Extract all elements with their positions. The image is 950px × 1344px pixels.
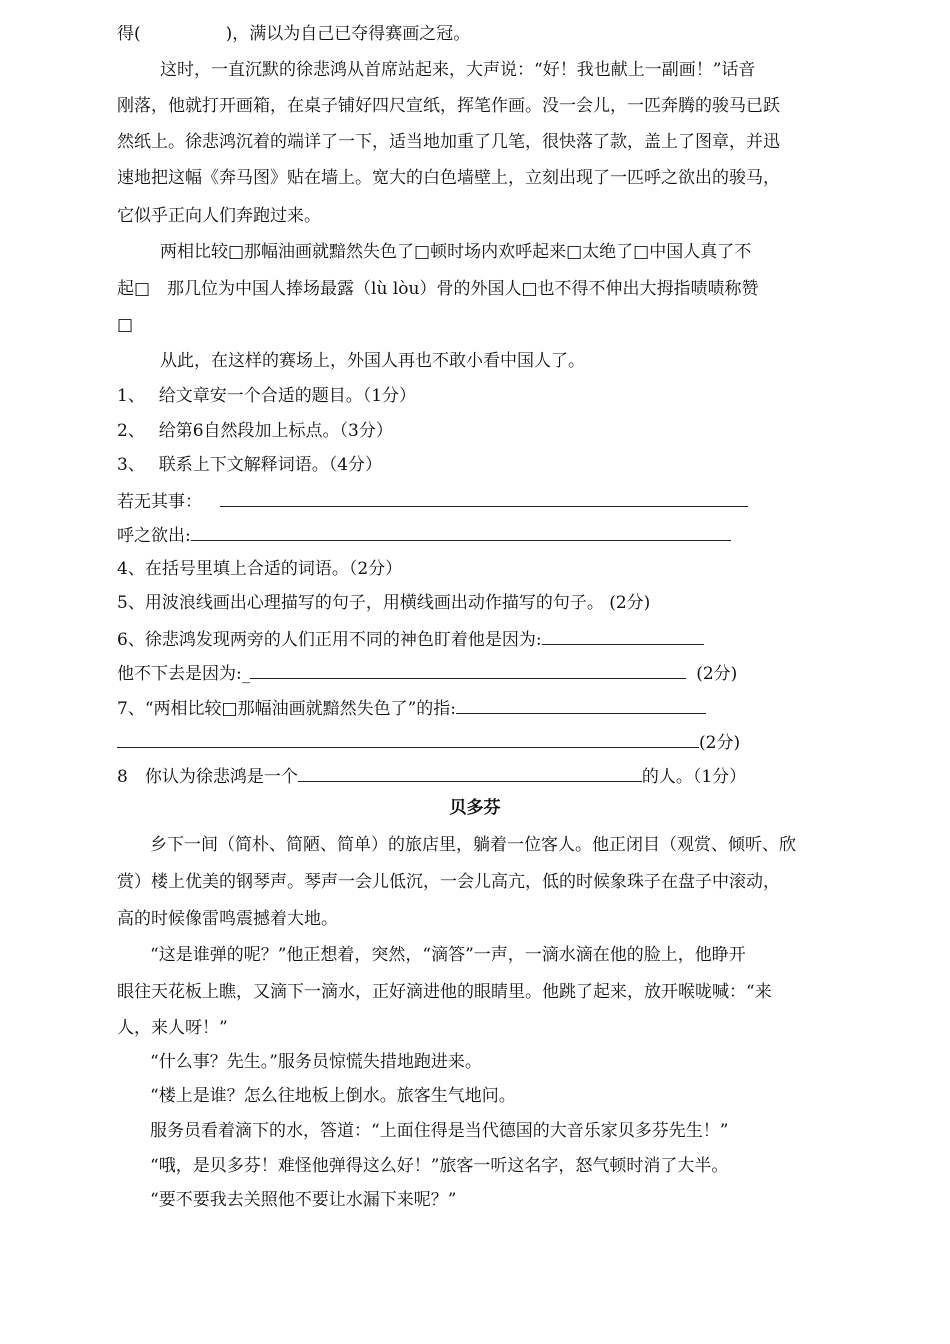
passage1-line-10: 从此，在这样的赛场上，外国人再也不敢小看中国人了。 <box>160 351 585 371</box>
passage2-line-7: “什么事？先生。”服务员惊慌失措地跑进来。 <box>150 1052 482 1072</box>
passage1-line-1: 得( )，满以为自己已夺得赛画之冠。 <box>117 24 471 44</box>
passage2-title: 贝多芬 <box>449 798 501 818</box>
passage1-line-2: 这时，一直沉默的徐悲鸿从首席站起来，大声说：“好！我也献上一副画！”话音 <box>160 60 756 80</box>
passage2-line-8: “楼上是谁？怎么往地板上倒水。旅客生气地问。 <box>150 1086 516 1106</box>
question-8-answer-line[interactable] <box>298 763 642 782</box>
question-3b-row <box>117 522 731 548</box>
passage2-line-5: 眼往天花板上瞧，又滴下一滴水，正好滴进他的眼睛里。他跳了起来，放开喉咙喊：“来 <box>117 982 772 1002</box>
passage1-line-5: 速地把这幅《奔马图》贴在墙上。宽大的白色墙壁上，立刻出现了一匹呼之欲出的骏马， <box>117 168 780 188</box>
question-3a-answer-line[interactable] <box>220 488 748 507</box>
question-2: 2、 给第6自然段加上标点。（3分） <box>117 421 393 441</box>
question-7a-answer-line[interactable] <box>456 695 706 714</box>
question-7a-row <box>117 695 706 721</box>
passage1-line-6: 它似乎正向人们奔跑过来。 <box>117 206 321 226</box>
passage2-line-4: “这是谁弹的呢？”他正想着，突然，“滴答”一声，一滴水滴在他的脸上，他睁开 <box>150 945 746 965</box>
question-1: 1、 给文章安一个合适的题目。（1分） <box>117 386 417 406</box>
question-6a-answer-line[interactable] <box>542 626 704 645</box>
question-7b-score: (2分) <box>699 733 741 753</box>
question-8-prefix: 8 你认为徐悲鸿是一个 <box>117 767 298 787</box>
question-3a-row <box>117 488 748 514</box>
passage2-line-3: 高的时候像雷鸣震撼着大地。 <box>117 909 338 929</box>
question-6b-row <box>117 660 737 686</box>
question-6b-text: 他不下去是因为:_ <box>117 664 251 684</box>
question-6b-answer-line[interactable] <box>250 660 686 679</box>
question-3b-label: 呼之欲出: <box>117 526 191 546</box>
passage1-line-3: 刚落，他就打开画箱，在桌子铺好四尺宣纸，挥笔作画。没一会儿，一匹奔腾的骏马已跃 <box>117 96 780 116</box>
question-6b-score: (2分) <box>696 664 738 684</box>
passage1-line-9: □ <box>117 315 134 335</box>
question-4: 4、在括号里填上合适的词语。（2分） <box>117 559 403 579</box>
question-5: 5、用波浪线画出心理描写的句子，用横线画出动作描写的句子。 (2分) <box>117 593 651 613</box>
question-7b-answer-line[interactable] <box>117 729 699 748</box>
question-3a-label: 若无其事： <box>117 492 202 512</box>
question-6a-text: 6、徐悲鸿发现两旁的人们正用不同的神色盯着他是因为: <box>117 630 542 650</box>
question-6a-row <box>117 626 704 652</box>
question-7a-text: 7、“两相比较□那幅油画就黯然失色了”的指: <box>117 699 456 719</box>
question-8-row <box>117 763 746 789</box>
question-3b-answer-line[interactable] <box>191 522 731 541</box>
passage1-line-7: 两相比较□那幅油画就黯然失色了□顿时场内欢呼起来□太绝了□中国人真了不 <box>160 242 752 262</box>
passage1-line-4: 然纸上。徐悲鸿沉着的端详了一下，适当地加重了几笔，很快落了款，盖上了图章，并迅 <box>117 132 780 152</box>
passage2-line-2: 赏）楼上优美的钢琴声。琴声一会儿低沉，一会儿高亢，低的时候象珠子在盘子中滚动， <box>117 872 780 892</box>
question-7b-row <box>117 729 740 755</box>
passage2-line-1: 乡下一间（简朴、简陋、简单）的旅店里，躺着一位客人。他正闭目（观赏、倾听、欣 <box>150 835 796 855</box>
question-8-suffix: 的人。（1分） <box>641 767 747 787</box>
passage2-line-9: 服务员看着滴下的水，答道：“上面住得是当代德国的大音乐家贝多芬先生！” <box>150 1121 729 1141</box>
passage2-line-10: “哦，是贝多芬！难怪他弹得这么好！”旅客一听这名字，怒气顿时消了大半。 <box>150 1156 729 1176</box>
passage2-line-6: 人，来人呀！” <box>117 1018 228 1038</box>
question-3: 3、 联系上下文解释词语。（4分） <box>117 455 383 475</box>
passage1-line-8: 起□ 那几位为中国人捧场最露（lù lòu）骨的外国人□也不得不伸出大拇指啧啧称赞 <box>117 279 759 299</box>
passage2-line-11: “要不要我去关照他不要让水漏下来呢？” <box>150 1190 457 1210</box>
